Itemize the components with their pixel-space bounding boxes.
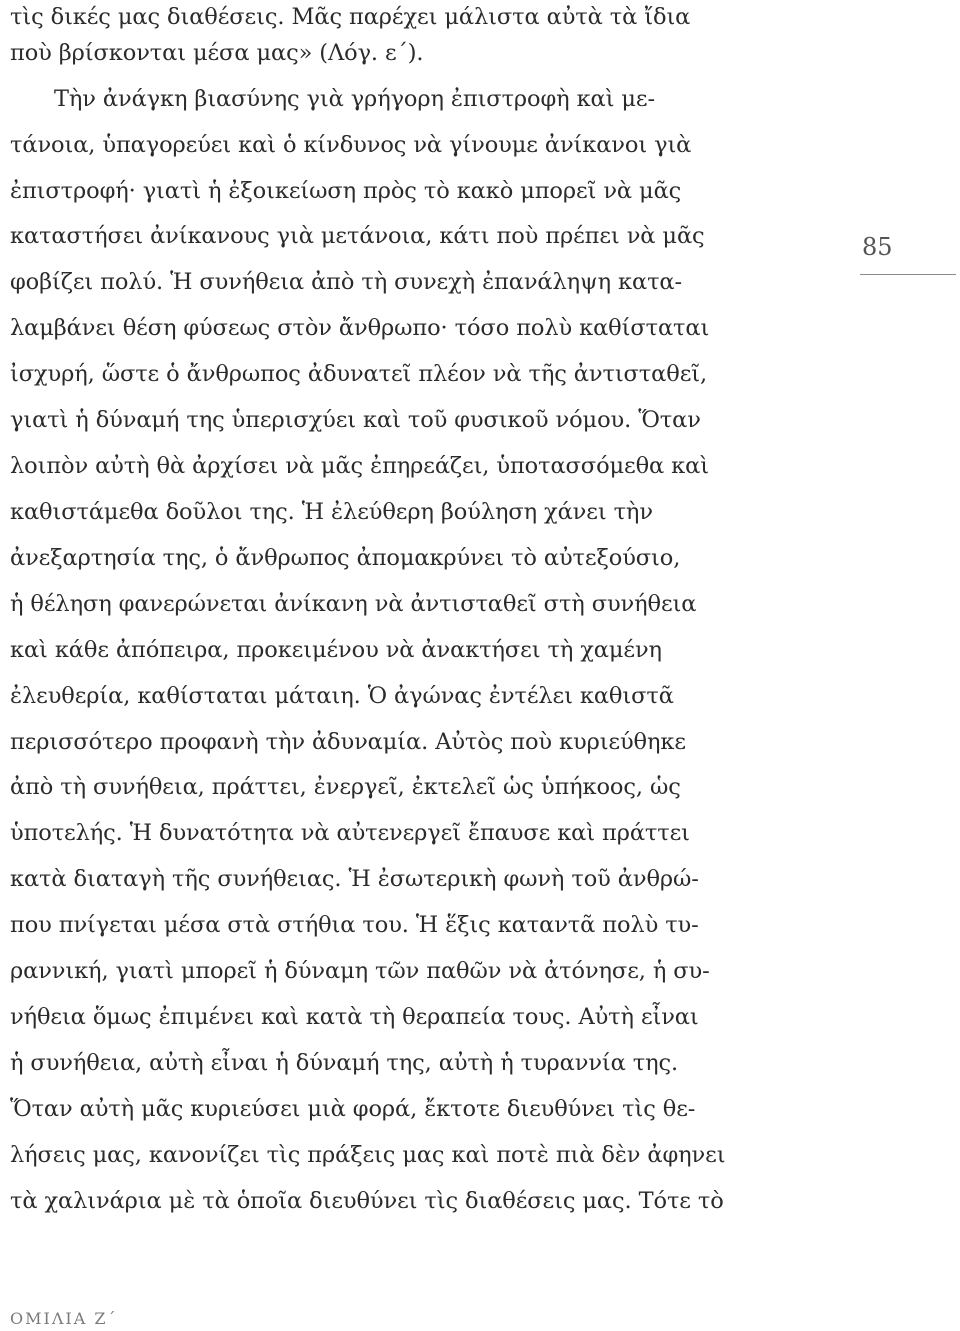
text-line: τάνοια, ὑπαγορεύει καὶ ὁ κίνδυνος νὰ γίνουμε ἀνίκανοι γιὰ [10,132,692,158]
page-margin [860,232,956,283]
page-number: 85 [862,233,893,261]
page-number-rule [860,274,956,275]
text-line: λοιπὸν αὐτὴ θὰ ἀρχίσει νὰ μᾶς ἐπηρεάζει, ὑποτασσόμεθα καὶ [10,453,709,479]
text-line: που πνίγεται μέσα στὰ στήθια του. Ἡ ἕξις καταντᾶ πολὺ τυ- [10,912,699,938]
text-line: ὑποτελής. Ἡ δυνατότητα νὰ αὐτενεργεῖ ἔπαυσε καὶ πράττει [10,820,690,846]
text-line: Τὴν ἀνάγκη βιασύνης γιὰ γρήγορη ἐπιστροφὴ καὶ με- [54,86,655,112]
running-footer: ΟΜΙΛΙΑ Ζ΄ [10,1309,118,1328]
text-line: νήθεια ὅμως ἐπιμένει καὶ κατὰ τὴ θεραπεία τους. Αὐτὴ εἶναι [10,1004,699,1030]
text-line: ἀνεξαρτησία της, ὁ ἄνθρωπος ἀπομακρύνει τὸ αὐτεξούσιο, [10,545,681,571]
text-line: περισσότερο προφανὴ τὴν ἀδυναμία. Αὐτὸς ποὺ κυριεύθηκε [10,729,686,755]
text-line: ἐπιστροφή· γιατὶ ἡ ἐξοικείωση πρὸς τὸ κακὸ μπορεῖ νὰ μᾶς [10,178,682,204]
text-line: καταστήσει ἀνίκανους γιὰ μετάνοια, κάτι ποὺ πρέπει νὰ μᾶς [10,223,705,249]
text-line: ἀπὸ τὴ συνήθεια, πράττει, ἐνεργεῖ, ἐκτελεῖ ὡς ὑπήκοος, ὡς [10,774,681,800]
text-line: καὶ κάθε ἀπόπειρα, προκειμένου νὰ ἀνακτήσει τὴ χαμένη [10,637,662,663]
text-line: ἰσχυρή, ὥστε ὁ ἄνθρωπος ἀδυνατεῖ πλέον νὰ τῆς ἀντισταθεῖ, [10,361,708,387]
text-line: Ὅταν αὐτὴ μᾶς κυριεύσει μιὰ φορά, ἔκτοτε διευθύνει τὶς θε- [10,1096,696,1122]
text-line: φοβίζει πολύ. Ἡ συνήθεια ἀπὸ τὴ συνεχὴ ἐπανάληψη κατα- [10,269,683,295]
text-line: ποὺ βρίσκονται μέσα μας» (Λόγ. ε΄). [10,40,424,66]
text-line: κατὰ διαταγὴ τῆς συνήθειας. Ἡ ἐσωτερικὴ φωνὴ τοῦ ἀνθρώ- [10,866,699,892]
text-line: καθιστάμεθα δοῦλοι της. Ἡ ἐλεύθερη βούληση χάνει τὴν [10,499,653,525]
text-line: ἡ θέληση φανερώνεται ἀνίκανη νὰ ἀντισταθεῖ στὴ συνήθεια [10,591,697,617]
text-line: τὰ χαλινάρια μὲ τὰ ὁποῖα διευθύνει τὶς διαθέσεις μας. Τότε τὸ [10,1188,724,1214]
text-line: λαμβάνει θέση φύσεως στὸν ἄνθρωπο· τόσο πολὺ καθίσταται [10,315,710,341]
text-line: λήσεις μας, κανονίζει τὶς πράξεις μας καὶ ποτὲ πιὰ δὲν ἀφηνει [10,1142,726,1168]
text-line: τὶς δικές μας διαθέσεις. Μᾶς παρέχει μάλιστα αὐτὰ τὰ ἴδια [10,4,691,30]
text-line: ἐλευθερία, καθίσταται μάταιη. Ὁ ἀγώνας ἐντέλει καθιστᾶ [10,683,674,709]
text-line: ραννική, γιατὶ μπορεῖ ἡ δύναμη τῶν παθῶν νὰ ἀτόνησε, ἡ συ- [10,958,710,984]
text-line: ἡ συνήθεια, αὐτὴ εἶναι ἡ δύναμή της, αὐτὴ ἡ τυραννία της. [10,1050,679,1076]
text-line: γιατὶ ἡ δύναμή της ὑπερισχύει καὶ τοῦ φυσικοῦ νόμου. Ὅταν [10,407,701,433]
